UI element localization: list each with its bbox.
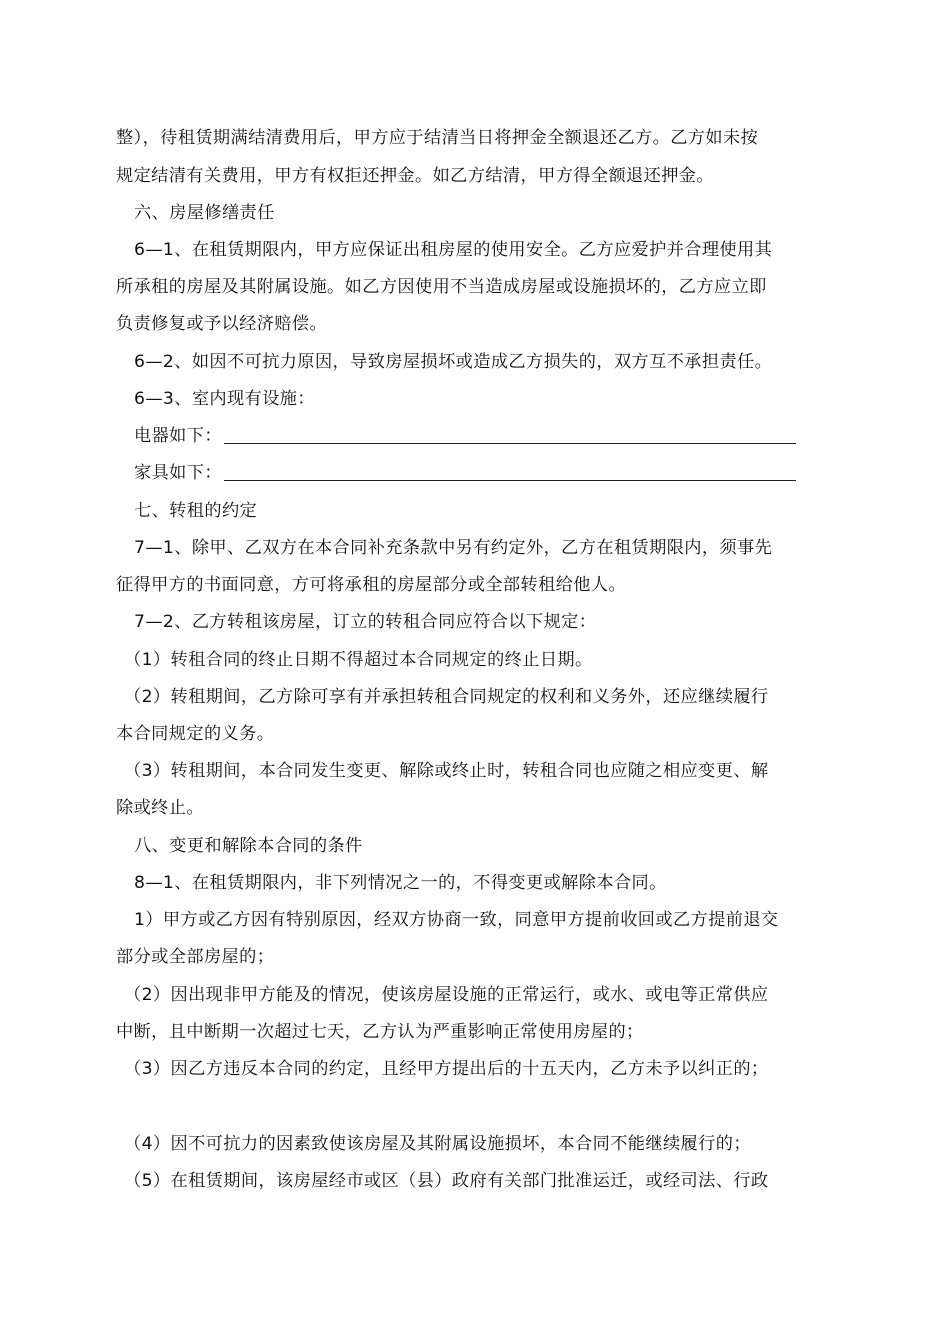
section-heading: 八、变更和解除本合同的条件 [134,836,363,856]
text-line: 所承租的房屋及其附属设施。如乙方因使用不当造成房屋或设施损坏的，乙方应立即 [116,277,767,297]
text-line: （4）因不可抗力的因素致使该房屋及其附属设施损坏，本合同不能继续履行的； [124,1134,751,1154]
section-heading: 六、房屋修缮责任 [134,203,275,223]
text-line: 除或终止。 [116,798,204,818]
text-line: （3）转租期间，本合同发生变更、解除或终止时，转租合同也应随之相应变更、解 [124,761,769,781]
text-line: 负责修复或予以经济赔偿。 [116,314,328,334]
text-line: 中断，且中断期一次超过七天，乙方认为严重影响正常使用房屋的； [116,1022,644,1042]
text-line: （2）因出现非甲方能及的情况，使该房屋设施的正常运行，或水、或电等正常供应 [124,985,769,1005]
appliances-blank-line[interactable] [224,425,796,444]
text-line: 规定结清有关费用，甲方有权拒还押金。如乙方结清，甲方得全额退还押金。 [116,166,714,186]
text-line: 8—1、在租赁期限内，非下列情况之一的，不得变更或解除本合同。 [134,873,667,893]
text-line: 1）甲方或乙方因有特别原因，经双方协商一致，同意甲方提前收回或乙方提前退交 [134,910,779,930]
furniture-row [134,461,854,485]
text-line: （3）因乙方违反本合同的约定，且经甲方提出后的十五天内，乙方未予以纠正的； [124,1059,769,1079]
text-line: （1）转租合同的终止日期不得超过本合同规定的终止日期。 [124,650,593,670]
text-line: 本合同规定的义务。 [116,724,275,744]
text-line: 6—1、在租赁期限内，甲方应保证出租房屋的使用安全。乙方应爱护并合理使用其 [134,240,773,260]
furniture-blank-line[interactable] [224,462,796,481]
text-line: 6—2、如因不可抗力原因，导致房屋损坏或造成乙方损失的，双方互不承担责任。 [134,352,773,372]
text-line: 7—1、除甲、乙双方在本合同补充条款中另有约定外，乙方在租赁期限内，须事先 [134,538,773,558]
text-line: 部分或全部房屋的； [116,947,275,967]
section-heading: 七、转租的约定 [134,501,258,521]
text-line: （5）在租赁期间，该房屋经市或区（县）政府有关部门批准运迁，或经司法、行政 [124,1171,769,1191]
text-line: 整），待租赁期满结清费用后，甲方应于结清当日将押金全额退还乙方。乙方如未按 [116,128,759,148]
text-line: （2）转租期间，乙方除可享有并承担转租合同规定的权利和义务外，还应继续履行 [124,687,769,707]
text-line: 7—2、乙方转租该房屋，订立的转租合同应符合以下规定： [134,612,597,632]
appliances-label: 电器如下： [134,426,222,446]
appliances-row [134,424,854,448]
text-line: 6—3、室内现有设施： [134,389,315,409]
furniture-label: 家具如下： [134,463,222,483]
text-line: 征得甲方的书面同意，方可将承租的房屋部分或全部转租给他人。 [116,575,627,595]
